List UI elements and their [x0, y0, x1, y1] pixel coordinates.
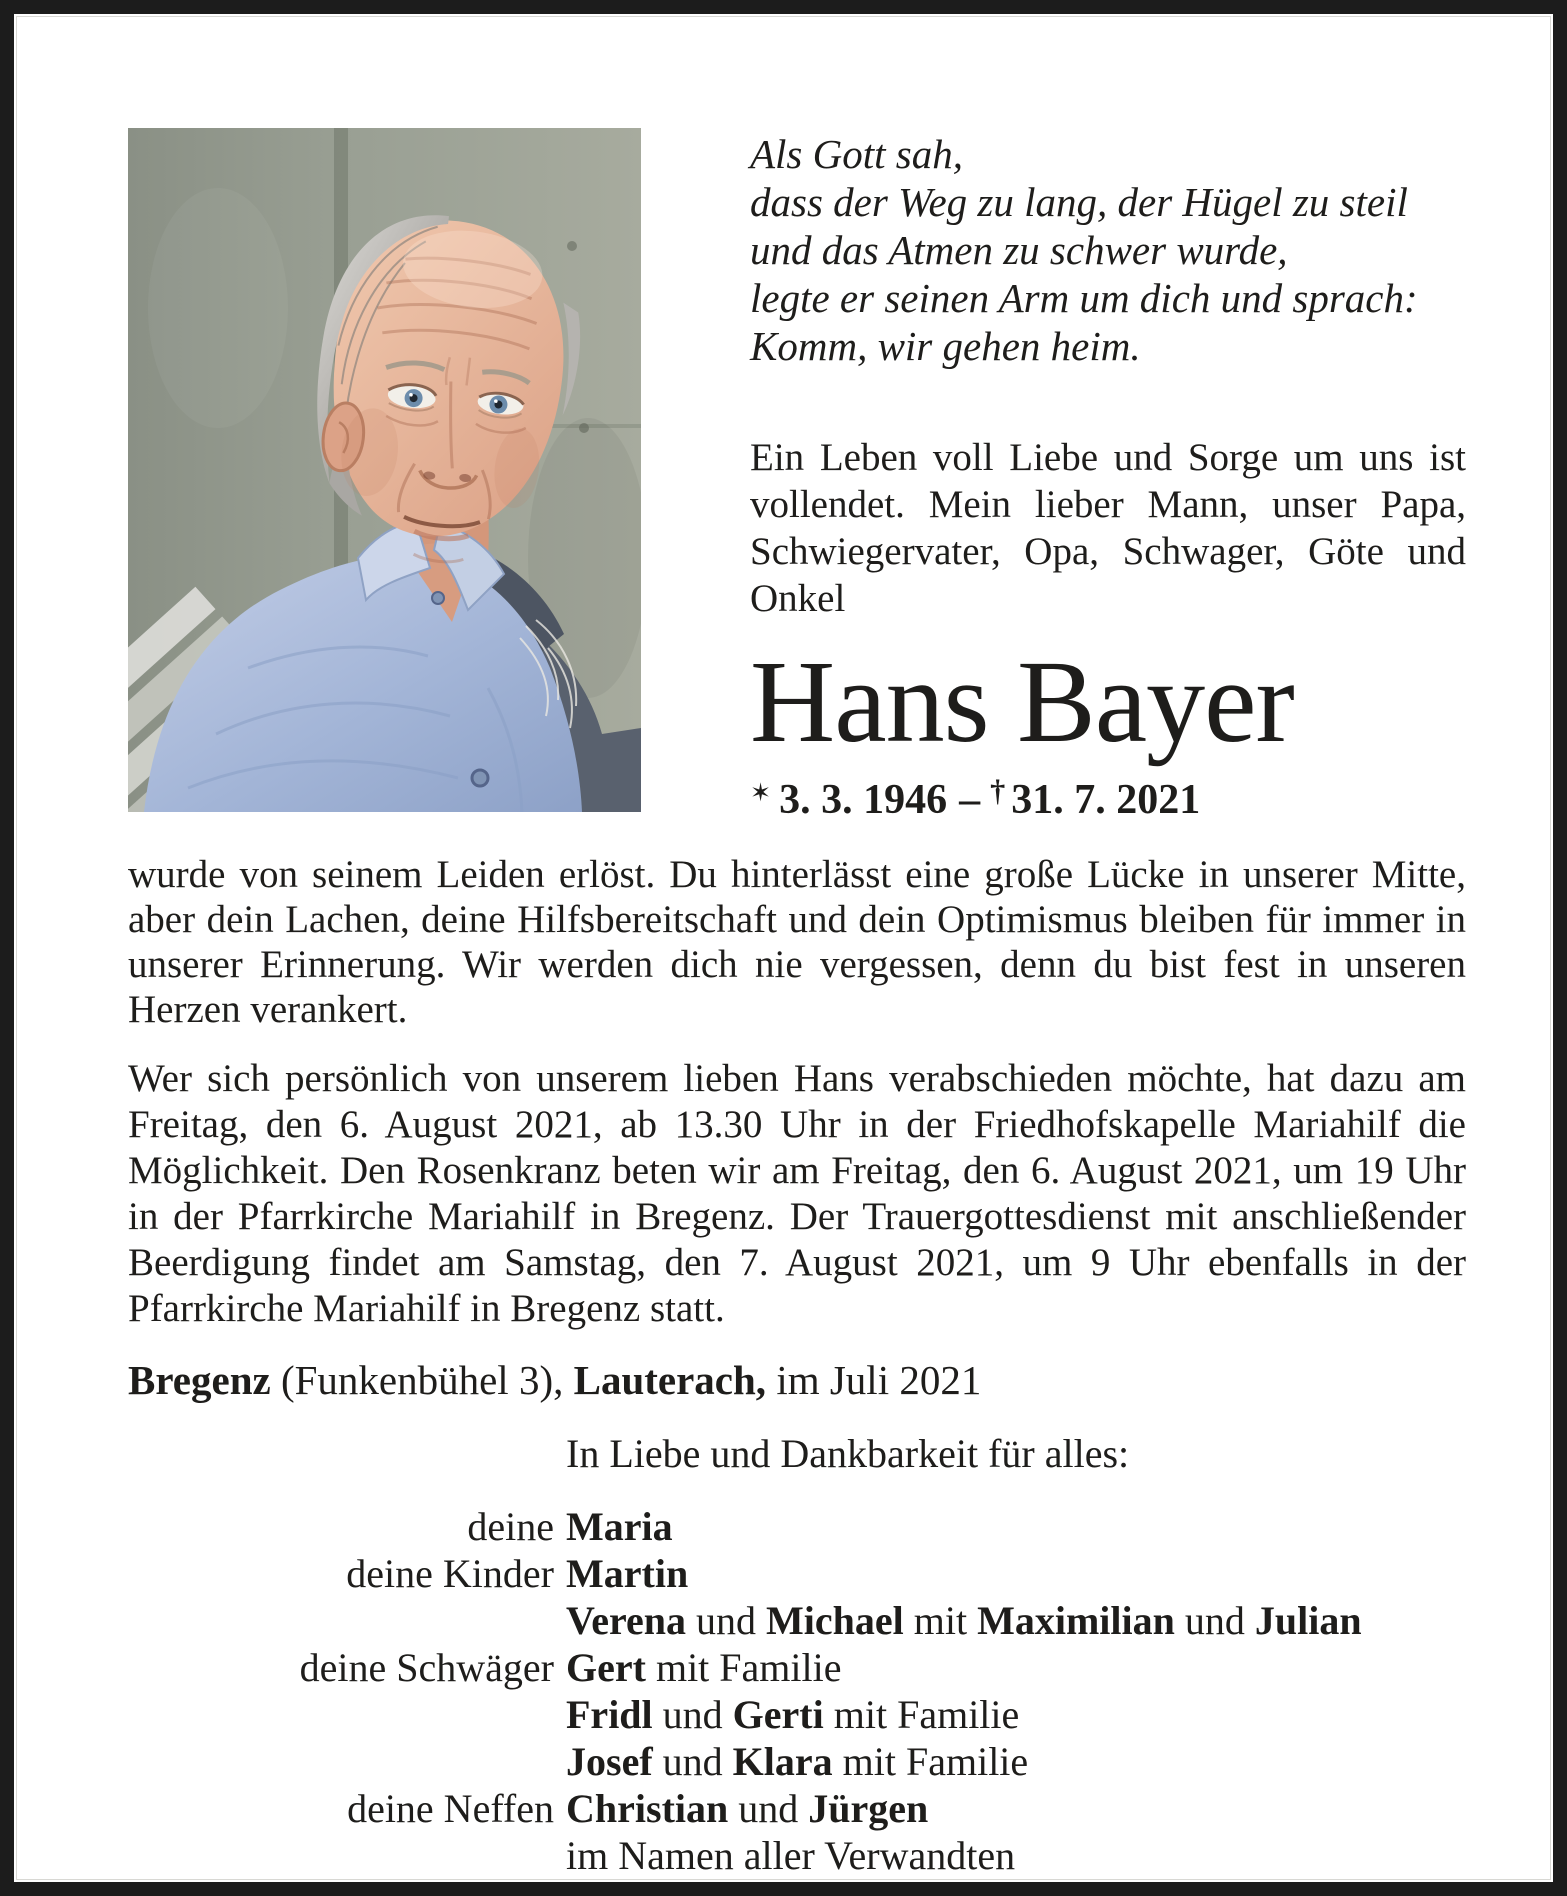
family-row-names: Maria	[566, 1504, 673, 1549]
life-dates	[750, 774, 1466, 824]
family-row-label: deine Kinder	[346, 1551, 554, 1596]
place-city-bregenz: Bregenz	[128, 1357, 271, 1403]
family-row-label: deine Schwäger	[299, 1645, 554, 1690]
birth-date: 3. 3. 1946	[779, 777, 948, 824]
poem-line: legte er seinen Arm um dich und sprach:	[750, 275, 1418, 321]
family-row-names: Martin	[566, 1551, 689, 1596]
deceased-name: Hans Bayer	[750, 636, 1294, 767]
birth-star-symbol: ✶	[750, 777, 772, 807]
death-date: 31. 7. 2021	[1011, 777, 1201, 824]
gratitude-heading: In Liebe und Dankbarkeit für alles:	[566, 1431, 1130, 1476]
family-row-names: Josef und Klara mit Familie	[566, 1739, 1029, 1784]
dates-dash: –	[959, 777, 981, 824]
family-row-label	[128, 1738, 554, 1785]
place-city-lauterach: Lauterach,	[573, 1357, 767, 1403]
poem-line: dass der Weg zu lang, der Hügel zu steil	[750, 179, 1408, 225]
poem-line: und das Atmen zu schwer wurde,	[750, 227, 1288, 273]
portrait-photo	[128, 128, 641, 812]
family-row-names: Gert mit Familie	[566, 1645, 842, 1690]
poem	[750, 130, 1466, 370]
family-row-label: deine Neffen	[347, 1786, 554, 1831]
place-address: (Funkenbühel 3),	[270, 1357, 574, 1403]
family-row-names: Christian und Jürgen	[566, 1786, 929, 1831]
body-paragraph: wurde von seinem Leiden erlöst. Du hinterlässt eine große Lücke in unserer Mitte, aber dein Lachen, deine Hilfsbereitschaft und dein Optimismus bleiben für immer in unserer Erinnerung. Wir werden dich nie vergessen, denn du bist fest in unseren Herzen verankert.	[128, 853, 1466, 1031]
poem-line: Als Gott sah,	[750, 131, 963, 177]
family-row-names: im Namen aller Verwandten	[566, 1833, 1016, 1878]
body-paragraph: Wer sich persönlich von unserem lieben Hans verabschieden möchte, hat dazu am Freitag, den 6. August 2021, ab 13.30 Uhr in der Friedhofskapelle Mariahilf die Möglichkeit. Den Rosenkranz beten wir am Freitag, den 6. August 2021, um 19 Uhr in der Pfarrkirche Mariahilf in Bregenz. Der Trauergottesdienst mit anschließender Beerdigung findet am Samstag, den 7. August 2021, um 9 Uhr ebenfalls in der Pfarrkirche Mariahilf in Bregenz statt.	[128, 1057, 1466, 1330]
family-row-label	[128, 1597, 554, 1644]
place-date-line	[128, 1356, 981, 1404]
place-month: im Juli 2021	[766, 1357, 982, 1403]
family-row-label	[128, 1691, 554, 1738]
family-row-label	[128, 1832, 554, 1879]
closing-section	[128, 1430, 1490, 1879]
family-list	[128, 1503, 1490, 1879]
death-cross-symbol: †	[990, 774, 1006, 808]
poem-line: Komm, wir gehen heim.	[750, 323, 1141, 369]
family-row-names: Verena und Michael mit Maximilian und Julian	[566, 1598, 1362, 1643]
family-row-names: Fridl und Gerti mit Familie	[566, 1692, 1020, 1737]
body-text	[128, 852, 1466, 1332]
intro-paragraph: Ein Leben voll Liebe und Sorge um uns ist vollendet. Mein lieber Mann, unser Papa, Schwiegervater, Opa, Schwager, Göte und Onkel	[750, 436, 1466, 620]
portrait-illustration	[128, 128, 641, 812]
header-column	[750, 130, 1466, 824]
family-row-label: deine	[467, 1504, 554, 1549]
